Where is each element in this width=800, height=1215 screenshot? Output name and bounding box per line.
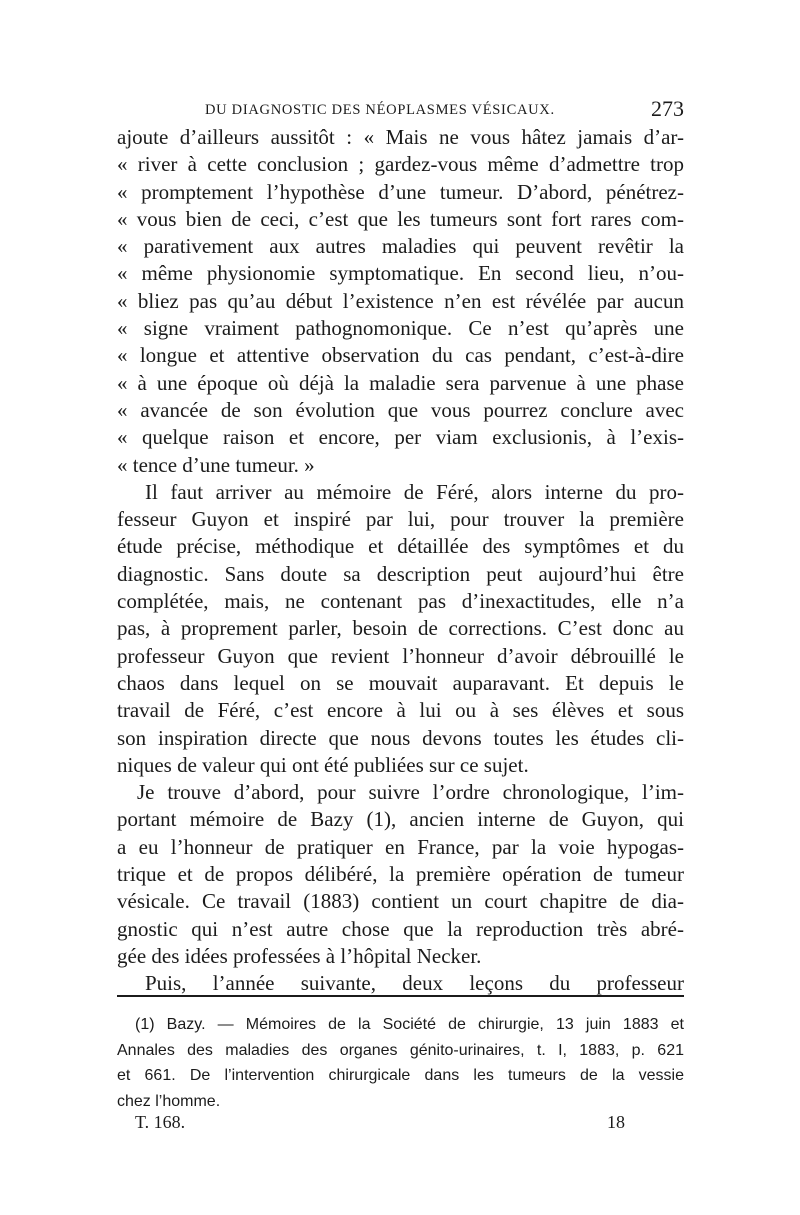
text-line: ajoute d’ailleurs aussitôt : « Mais ne vous hâtez jamais d’ar- [117,125,684,149]
text-line: trique et de propos délibéré, la première opération de tumeur [117,862,684,887]
footnote-divider [117,995,684,997]
text-line: « longue et attentive observation du cas pendant, c’est-à-dire [117,343,684,368]
text-line: « tence d’une tumeur. » [117,452,315,477]
text-line: vésicale. Ce travail (1883) contient un court chapitre de dia- [117,889,684,914]
footnote-line: chez l’homme. [117,1092,221,1110]
text-line: portant mémoire de Bazy (1), ancien interne de Guyon, qui [117,807,684,832]
text-line: niques de valeur qui ont été publiées sur ce sujet. [117,752,529,777]
running-head [117,96,684,124]
text-line: gée des idées professées à l’hôpital Necker. [117,943,482,968]
text-line: chaos dans lequel on se mouvait auparavant. Et depuis le [117,670,684,695]
text-line: « quelque raison et encore, per viam exclusionis, à l’exis- [117,425,684,450]
text-line: « même physionomie symptomatique. En second lieu, n’ou- [117,261,684,286]
sheet-signature: 18 [607,1112,625,1132]
text-line: « promptement l’hypothèse d’une tumeur. D’abord, pénétrez- [117,179,684,204]
text-line: pas, à proprement parler, besoin de corrections. C’est donc au [117,616,684,641]
text-line: « vous bien de ceci, c’est que les tumeurs sont fort rares com- [117,206,684,231]
text-line: « parativement aux autres maladies qui peuvent revêtir la [117,234,684,259]
footnotes [117,1012,684,1114]
text-line: étude précise, méthodique et détaillée des symptômes et du [117,534,684,559]
text-line: son inspiration directe que nous devons toutes les études cli- [117,725,684,750]
text-line: « signe vraiment pathognomonique. Ce n’est qu’après une [117,316,684,341]
text-line: « river à cette conclusion ; gardez-vous même d’admettre trop [117,152,684,177]
text-line: « bliez pas qu’au début l’existence n’en est révélée par aucun [117,288,684,313]
text-line: a eu l’honneur de pratiquer en France, par la voie hypogas- [117,834,684,859]
running-title: DU DIAGNOSTIC DES NÉOPLASMES VÉSICAUX. [205,102,555,118]
text-line: gnostic qui n’est autre chose que la reproduction très abré- [117,916,684,941]
body-text [117,124,684,998]
volume-signature: T. 168. [135,1112,186,1132]
printer-signature [117,1112,684,1142]
text-line: travail de Féré, c’est encore à lui ou à ses élèves et sous [117,698,684,723]
text-line: diagnostic. Sans doute sa description peut aujourd’hui être [117,561,684,586]
text-line: professeur Guyon que revient l’honneur d’avoir débrouillé le [117,643,684,668]
paragraph-start-line: Il faut arriver au mémoire de Féré, alors interne du pro- [145,479,684,504]
text-line: complétée, mais, ne contenant pas d’inexactitudes, elle n’a [117,589,684,614]
text-line: « à une époque où déjà la maladie sera parvenue à une phase [117,370,684,395]
page-number: 273 [651,96,684,121]
paragraph-start-line: Puis, l’année suivante, deux leçons du professeur [145,971,684,996]
text-line: fesseur Guyon et inspiré par lui, pour trouver la première [117,507,684,532]
text-line: « avancée de son évolution que vous pourrez conclure avec [117,397,684,422]
book-page [117,0,684,1215]
footnote-line: et 661. De l’intervention chirurgicale dans les tumeurs de la vessie [117,1067,684,1084]
footnote-line: (1) Bazy. — Mémoires de la Société de chirurgie, 13 juin 1883 et [135,1016,684,1033]
paragraph-start-line: Je trouve d’abord, pour suivre l’ordre chronologique, l’im- [137,780,684,805]
footnote-line: Annales des maladies des organes génito-urinaires, t. I, 1883, p. 621 [117,1041,684,1059]
